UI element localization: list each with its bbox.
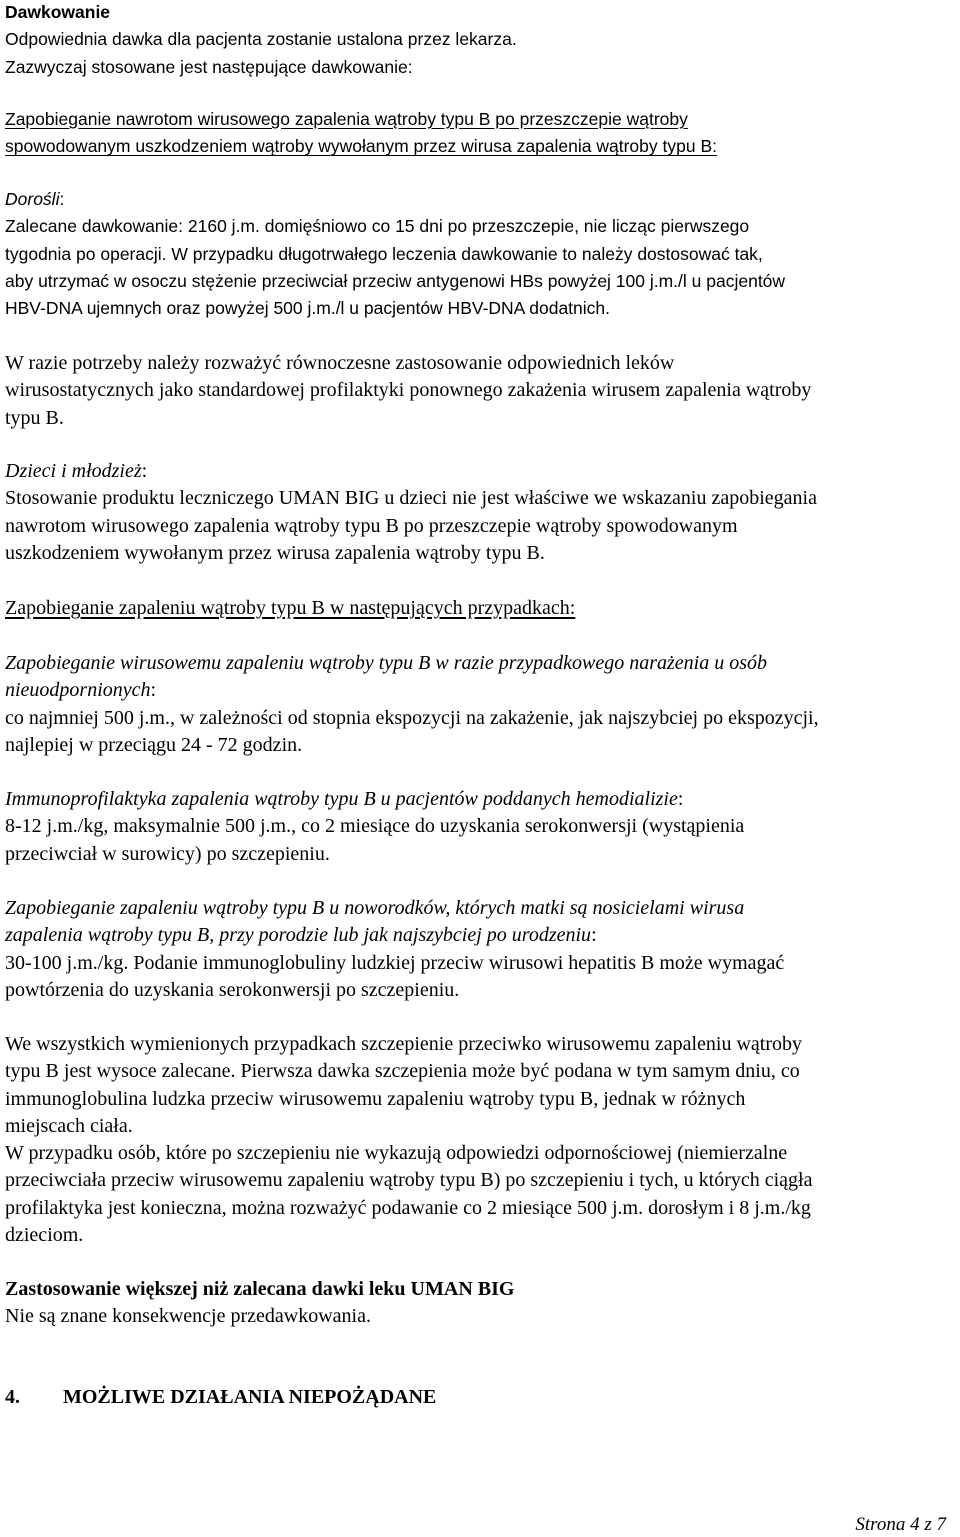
newborn-label-line: Zapobieganie zapaleniu wątroby typu B u noworodków, których matki są nosicielami wirusa [5, 897, 745, 919]
vaccination-line: dzieciom. [5, 1224, 84, 1247]
adults-colon: : [59, 189, 65, 209]
transplant-heading-line: Zapobieganie nawrotom wirusowego zapalenia wątroby typu B po przeszczepie wątroby [5, 109, 688, 129]
hemodialysis-colon: : [677, 788, 684, 810]
children-colon: : [141, 460, 148, 482]
page-number: Strona 4 z 7 [855, 1514, 946, 1535]
accidental-label: nieuodpornionych [5, 679, 151, 702]
hemodialysis-label-line [5, 786, 955, 813]
vaccination-line: immunoglobulina ludzka przeciw wirusowemu zapaleniu wątroby typu B, jednak w różnych [5, 1087, 746, 1110]
accidental-exposure-block [5, 650, 955, 759]
children-text-line: Stosowanie produktu leczniczego UMAN BIG u dzieci nie jest właściwe we wskazaniu zapobiegania [5, 487, 817, 510]
dosage-heading: Dawkowanie [5, 2, 111, 22]
antiviral-line: wirusostatycznych jako standardowej profilaktyki ponownego zakażenia wirusem zapalenia wątroby [5, 379, 812, 402]
adults-text-line: aby utrzymać w osoczu stężenie przeciwciał przeciw antygenowi HBs powyżej 100 j.m./l u pacjentów [5, 270, 786, 291]
vaccination-paragraph [5, 1031, 955, 1249]
overdose-block [5, 1276, 955, 1331]
children-block [5, 458, 955, 567]
vaccination-line: typu B jest wysoce zalecane. Pierwsza dawka szczepienia może być podana w tym samym dniu, co [5, 1060, 800, 1083]
antiviral-line: typu B. [5, 406, 64, 429]
newborn-label-line [5, 922, 955, 949]
vaccination-line: przeciwciała przeciw wirusowemu zapaleniu wątroby typu B) po szczepieniu i tych, u których ciągła [5, 1169, 813, 1192]
hemodialysis-text-line: przeciwciał w surowicy) po szczepieniu. [5, 842, 330, 865]
prevention-heading: Zapobieganie zapaleniu wątroby typu B w następujących przypadkach: [5, 597, 576, 619]
newborn-block [5, 895, 955, 1004]
vaccination-line: W przypadku osób, które po szczepieniu nie wykazują odpowiedzi odpornościowej (niemierzalne [5, 1142, 788, 1165]
transplant-heading [5, 106, 955, 161]
antiviral-line: W razie potrzeby należy rozważyć równoczesne zastosowanie odpowiednich leków [5, 352, 675, 374]
vaccination-line: We wszystkich wymienionych przypadkach szczepienie przeciwko wirusowemu zapaleniu wątroby [5, 1033, 802, 1055]
section-4-heading-line [5, 1384, 955, 1411]
hemodialysis-text-line: 8-12 j.m./kg, maksymalnie 500 j.m., co 2 miesiące do uzyskania serokonwersji (wystąpienia [5, 815, 745, 838]
newborn-text-line: 30-100 j.m./kg. Podanie immunoglobuliny ludzkiej przeciw wirusowi hepatitis B może wymagać [5, 951, 785, 974]
newborn-colon: : [591, 924, 597, 947]
dosage-intro-line: Zazwyczaj stosowane jest następujące dawkowanie: [5, 56, 413, 77]
newborn-text-line: powtórzenia do uzyskania serokonwersji po szczepieniu. [5, 978, 460, 1001]
vaccination-line: profilaktyka jest konieczna, można rozważyć podawanie co 2 miesiące 500 j.m. dorosłym i 8 j.m./kg [5, 1196, 811, 1219]
newborn-label: zapalenia wątroby typu B, przy porodzie lub jak najszybciej po urodzeniu [5, 924, 592, 947]
hemodialysis-block [5, 786, 955, 868]
section-number: 4. [5, 1386, 20, 1408]
hemodialysis-label: Immunoprofilaktyka zapalenia wątroby typu B u pacjentów poddanych hemodializie [5, 788, 678, 810]
accidental-colon: : [150, 679, 157, 702]
accidental-label-line [5, 677, 955, 704]
accidental-label-line: Zapobieganie wirusowemu zapaleniu wątroby typu B w razie przypadkowego narażenia u osób [5, 652, 768, 674]
antiviral-paragraph [5, 350, 955, 432]
adults-block [5, 186, 955, 322]
overdose-text: Nie są znane konsekwencje przedawkowania. [5, 1305, 371, 1328]
overdose-heading: Zastosowanie większej niż zalecana dawki leku UMAN BIG [5, 1278, 515, 1300]
section-4-heading [5, 1384, 955, 1411]
accidental-text-line: co najmniej 500 j.m., w zależności od stopnia ekspozycji na zakażenie, jak najszybciej po ekspozycji, [5, 706, 819, 729]
children-label-line [5, 458, 955, 485]
adults-label-line [5, 186, 955, 213]
dosage-section-header [5, 0, 955, 81]
adults-text-line: HBV-DNA ujemnych oraz powyżej 500 j.m./l u pacjentów HBV-DNA dodatnich. [5, 298, 611, 319]
transplant-heading-line: spowodowanym uszkodzeniem wątroby wywołanym przez wirusa zapalenia wątroby typu B: [5, 136, 717, 157]
adults-label: Dorośli [5, 189, 60, 209]
children-label: Dzieci i młodzież [5, 460, 142, 482]
section-title: MOŻLIWE DZIAŁANIA NIEPOŻĄDANE [63, 1386, 437, 1408]
adults-text-line: Zalecane dawkowanie: 2160 j.m. domięśniowo co 15 dni po przeszczepie, nie licząc pierwszego [5, 216, 750, 237]
vaccination-line: miejscach ciała. [5, 1114, 133, 1137]
children-text-line: nawrotom wirusowego zapalenia wątroby typu B po przeszczepie wątroby spowodowanym [5, 514, 738, 537]
prevention-heading-block [5, 595, 955, 622]
children-text-line: uszkodzeniem wywołanym przez wirusa zapalenia wątroby typu B. [5, 541, 545, 564]
accidental-text-line: najlepiej w przeciągu 24 - 72 godzin. [5, 733, 303, 756]
adults-text-line: tygodnia po operacji. W przypadku długotrwałego leczenia dawkowanie to należy dostosować tak, [5, 243, 763, 264]
dosage-intro-line: Odpowiednia dawka dla pacjenta zostanie ustalona przez lekarza. [5, 29, 517, 50]
